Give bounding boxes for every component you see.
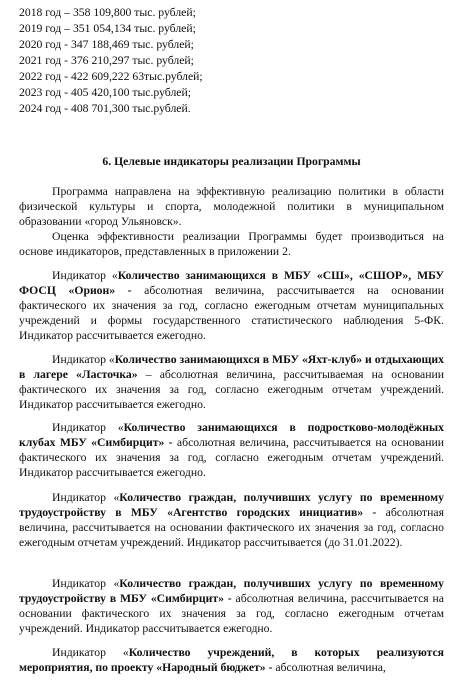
indicator-paragraph-6: [19, 645, 444, 675]
indicator-prefix: Индикатор «: [52, 269, 118, 282]
indicator-prefix: Индикатор «: [52, 646, 129, 659]
indicator-description: – абсолютная величина, рассчитываемая на основании фактического их значения за год, согласно ежегодным отчетам учреждений. Индикатор рассчитывается ежегодно.: [19, 368, 444, 411]
funding-year-2018: 2018 год – 358 109,800 тыс. рублей;: [19, 6, 196, 19]
funding-year-2023: 2023 год - 405 420,100 тыс.рублей;: [19, 86, 191, 99]
indicator-prefix: Индикатор «: [52, 421, 124, 434]
indicator-description: абсолютная величина, рассчитывается на основании фактического их значения за год, согласно ежегодным отчетам учреждений. Индикатор рассчитывается ежегодно.: [19, 592, 444, 635]
indicator-description: абсолютная величина,: [272, 661, 386, 674]
indicator-name: Количество учреждений, в которых реализуются мероприятия, по проекту «Народный бюджет» -: [19, 646, 444, 674]
funding-year-2021: 2021 год - 376 210,297 тыс. рублей;: [19, 54, 194, 67]
indicator-name: Количество занимающихся в МБУ «Яхт-клуб» и отдыхающих в лагере «Ласточка»: [19, 353, 444, 381]
indicator-prefix: Индикатор «: [52, 491, 120, 504]
indicator-name: Количество занимающихся в подростково-молодёжных клубах МБУ «Симбирцит» -: [19, 421, 444, 449]
indicator-paragraph-4: [19, 490, 444, 550]
indicator-paragraph-3: [19, 420, 444, 480]
funding-year-2019: 2019 год – 351 054,134 тыс. рублей;: [19, 22, 196, 35]
indicator-name: Количество граждан, получивших услугу по временному трудоустройству в МБУ «Агентство городских инициатив» -: [19, 491, 444, 519]
indicator-name: Количество граждан, получивших услугу по временному трудоустройству в МБУ «Симбирцит» -: [19, 577, 444, 605]
section-heading: 6. Целевые индикаторы реализации Программы: [102, 155, 361, 168]
funding-year-2020: 2020 год - 347 188,469 тыс. рублей;: [19, 38, 194, 51]
funding-year-2024: 2024 год - 408 701,300 тыс.рублей.: [19, 102, 191, 115]
indicator-name: Количество занимающихся в МБУ «СШ», «СШОР», МБУ ФОСЦ «Орион» -: [19, 269, 444, 297]
intro-paragraph-1: Программа направлена на эффективную реализацию политики в области физической культуры и спорта, молодежной политики в муниципальном образовании «город Ульяновск».: [19, 185, 444, 228]
indicator-paragraph-2: [19, 352, 444, 412]
indicator-description: абсолютная величина, рассчитывается на основании фактического их значения за год, согласно ежегодным отчетам учреждений. Индикатор рассчитывается (до 31.01.2022).: [19, 506, 444, 549]
indicator-paragraph-5: [19, 576, 444, 636]
indicator-prefix: Индикатор «: [52, 577, 120, 590]
indicator-description: абсолютная величина, рассчитывается на основании фактического их значения за год, согласно ежегодным отчетам учреждений. Индикатор рассчитывается ежегодно.: [19, 436, 444, 479]
indicator-paragraph-1: [19, 268, 444, 343]
indicator-description: абсолютная величина, рассчитывается на основании фактического их значения за год, согласно ежегодным отчетам муниципальных учреждений и формы государственного статистического наблюдения 5-ФК. Индикатор рассчитывается ежегодно.: [19, 284, 444, 342]
indicator-prefix: Индикатор «: [52, 353, 115, 366]
funding-year-2022: 2022 год - 422 609,222 63тыс.рублей;: [19, 70, 203, 83]
intro-paragraph-2: Оценка эффективности реализации Программы будет производиться на основе индикаторов, представленных в приложении 2.: [19, 230, 444, 258]
